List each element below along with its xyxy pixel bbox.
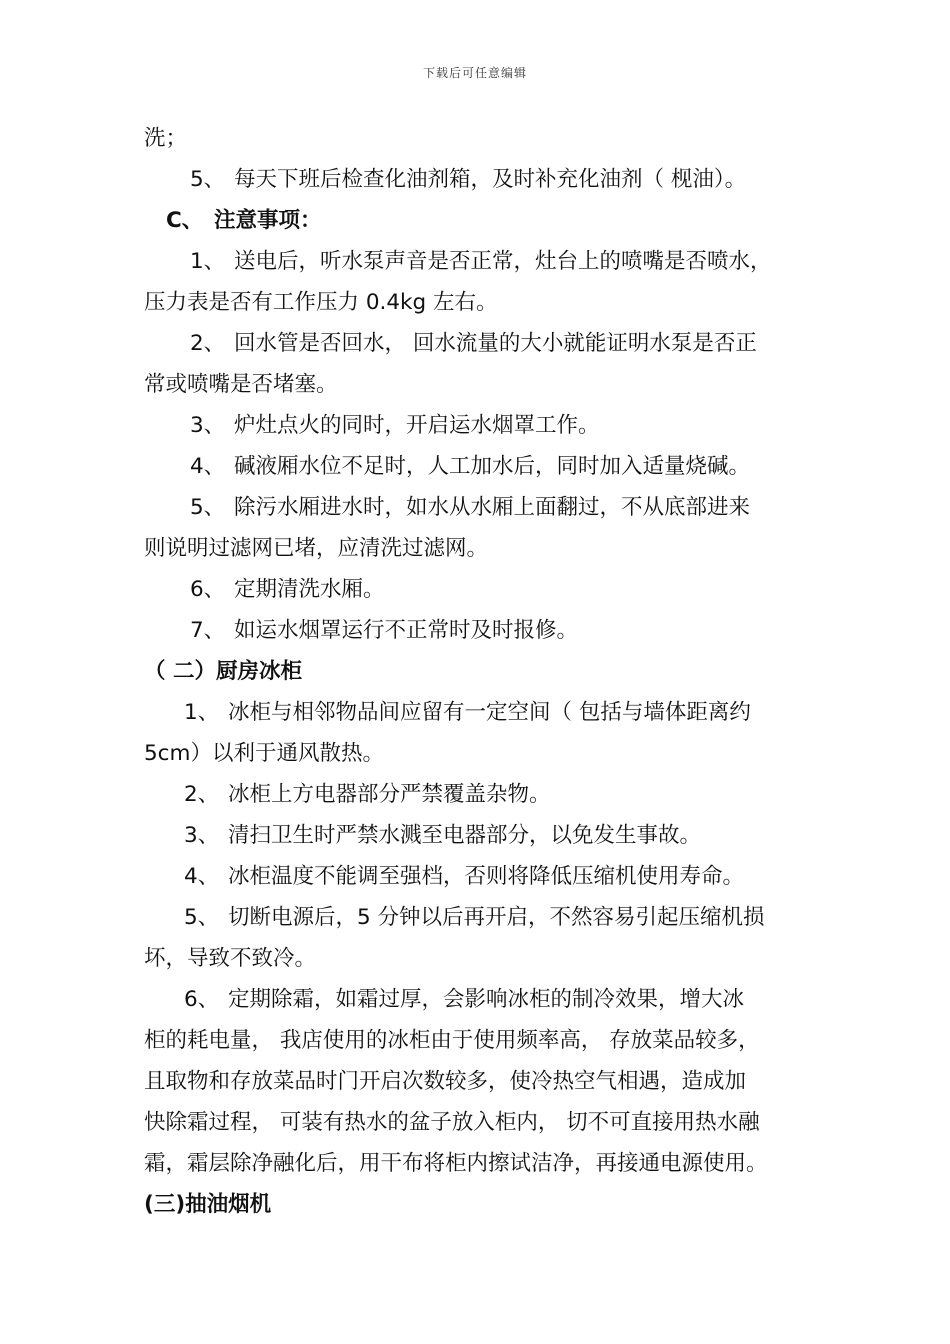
section-heading: (三)抽油烟机: [144, 1192, 272, 1217]
list-item: [144, 241, 814, 282]
paragraph-line: 且取物和存放菜品时门开启次数较多，使冷热空气相遇，造成加: [144, 1069, 747, 1094]
list-item-number: 2、: [184, 782, 220, 807]
list-item-number: 1、: [184, 700, 220, 725]
list-item-text: 冰柜与相邻物品间应留有一定空间（ 包括与墙体距离约: [228, 700, 751, 725]
list-item-text: 送电后，听水泵声音是否正常，灶台上的喷嘴是否喷水，: [234, 249, 772, 274]
paragraph-line: 霜，霜层除净融化后，用干布将柜内擦试洁净，再接通电源使用。: [144, 1151, 768, 1176]
list-item: [144, 159, 814, 200]
list-item-text: 冰柜上方电器部分严禁覆盖杂物。: [228, 782, 551, 807]
list-item-text: 碱液厢水位不足时，人工加水后，同时加入适量烧碱。: [234, 454, 751, 479]
list-item: [144, 405, 814, 446]
list-item-text: 除污水厢进水时，如水从水厢上面翻过，不从底部进来: [234, 495, 751, 520]
paragraph-line: 坏，导致不致冷。: [144, 946, 317, 971]
list-item: [144, 815, 814, 856]
list-item-number: 2、: [190, 331, 226, 356]
list-item-text: 如运水烟罩运行不正常时及时报修。: [234, 618, 579, 643]
list-item-number: 5、: [190, 167, 226, 192]
list-item-text: 定期除霜，如霜过厚，会影响冰柜的制冷效果，增大冰: [228, 987, 745, 1012]
paragraph-line: 则说明过滤网已堵，应清洗过滤网。: [144, 536, 489, 561]
paragraph-line: 柜的耗电量， 我店使用的冰柜由于使用频率高， 存放菜品较多，: [144, 1028, 760, 1053]
list-item-number: 7、: [190, 618, 226, 643]
list-item-number: 5、: [190, 495, 226, 520]
list-item: [144, 610, 814, 651]
section-heading: [144, 200, 814, 241]
list-item: [144, 487, 814, 528]
list-item-number: 6、: [190, 577, 226, 602]
paragraph-line: 快除霜过程， 可装有热水的盆子放入柜内， 切不可直接用热水融: [144, 1110, 760, 1135]
list-item-number: 4、: [184, 864, 220, 889]
list-item-text: 炉灶点火的同时，开启运水烟罩工作。: [234, 413, 600, 438]
list-item: [144, 979, 814, 1020]
list-item-number: 3、: [184, 823, 220, 848]
paragraph-line: 压力表是否有工作压力 0.4kg 左右。: [144, 290, 498, 315]
list-item: [144, 446, 814, 487]
list-item: [144, 856, 814, 897]
list-item: [144, 774, 814, 815]
list-item-number: 6、: [184, 987, 220, 1012]
list-item-number: 1、: [190, 249, 226, 274]
paragraph-line: 洗；: [144, 126, 188, 151]
list-item-text: 冰柜温度不能调至强档，否则将降低压缩机使用寿命。: [228, 864, 745, 889]
section-heading-text: 注意事项：: [214, 208, 322, 233]
list-item: [144, 323, 814, 364]
list-item-text: 清扫卫生时严禁水溅至电器部分，以免发生事故。: [228, 823, 702, 848]
page-header-note: 下载后可任意编辑: [422, 66, 527, 80]
list-item-text: 切断电源后，5 分钟以后再开启，不然容易引起压缩机损: [228, 905, 765, 930]
list-item-number: 3、: [190, 413, 226, 438]
document-body: [144, 118, 814, 1225]
paragraph-line: 常或喷嘴是否堵塞。: [144, 372, 338, 397]
list-item: [144, 692, 814, 733]
list-item: [144, 569, 814, 610]
section-heading-number: C、: [166, 208, 204, 233]
list-item: [144, 897, 814, 938]
list-item-number: 4、: [190, 454, 226, 479]
list-item-text: 定期清洗水厢。: [234, 577, 385, 602]
list-item-text: 每天下班后检查化油剂箱，及时补充化油剂（ 枧油）。: [234, 167, 747, 192]
paragraph-line: 5cm）以利于通风散热。: [144, 741, 384, 766]
list-item-text: 回水管是否回水， 回水流量的大小就能证明水泵是否正: [234, 331, 757, 356]
list-item-number: 5、: [184, 905, 220, 930]
section-heading: （ 二）厨房冰柜: [144, 659, 302, 684]
